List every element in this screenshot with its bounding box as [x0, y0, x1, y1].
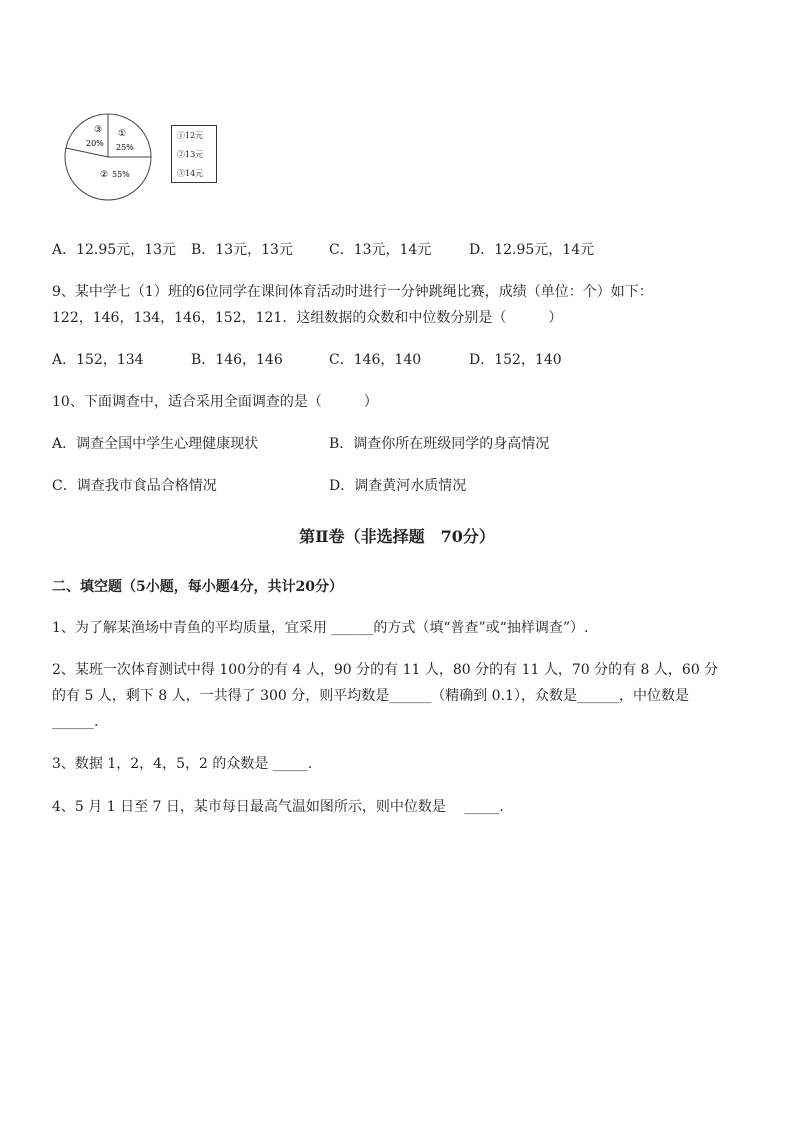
- q9-stem-line1: 9、某中学七（1）班的6位同学在课间体育活动时进行一分钟跳绳比赛，成绩（单位：个）如下：: [52, 284, 653, 300]
- q9-option-a: A．152，134: [52, 352, 144, 368]
- q10-option-a: A．调查全国中学生心理健康现状: [52, 436, 259, 452]
- q8-option-a: A．12.95元，13元: [52, 242, 177, 258]
- q9-option-c: C．146，140: [329, 352, 422, 368]
- pie-legend: [171, 125, 217, 183]
- q8-option-d: D．12.95元，14元: [469, 242, 595, 258]
- q10-option-d: D．调查黄河水质情况: [329, 478, 467, 494]
- pie-chart: [60, 112, 160, 204]
- q10-option-c: C．调查我市食品合格情况: [52, 478, 217, 494]
- legend-item: ①12元: [177, 131, 204, 140]
- part2-title: 第Ⅱ卷（非选择题 70分）: [299, 527, 495, 546]
- fill-q2-line1: 2、某班一次体育测试中得 100分的有 4 人，90 分的有 11 人，80 分的有 11 人，70 分的有 8 人，60 分: [52, 662, 719, 678]
- fill-q3: 3、数据 1，2，4，5，2 的众数是 _____.: [52, 756, 313, 772]
- legend-item: ③14元: [177, 169, 204, 178]
- q8-option-b: B．13元，13元: [191, 242, 293, 258]
- fill-q4: 4、5 月 1 日至 7 日，某市每日最高气温如图所示，则中位数是 _____.: [52, 799, 504, 815]
- q9-option-b: B．146，146: [191, 352, 283, 368]
- fill-q1: 1、为了解某渔场中青鱼的平均质量，宜采用 ______的方式（填“普查”或“抽样调查”）.: [52, 620, 589, 636]
- fill-q2-line2: 的有 5 人，剩下 8 人，一共得了 300 分，则平均数是______（精确到 0.1），众数是______，中位数是: [52, 688, 689, 704]
- pie-label-2: ②: [100, 170, 109, 180]
- pie-value-2: 55%: [112, 170, 130, 179]
- q8-option-c: C．13元，14元: [329, 242, 432, 258]
- legend-item: ②13元: [177, 150, 204, 159]
- pie-value-3: 20%: [86, 139, 104, 148]
- pie-value-1: 25%: [116, 143, 134, 152]
- q10-option-b: B．调查你所在班级同学的身高情况: [329, 436, 550, 452]
- pie-label-1: ①: [118, 129, 127, 139]
- q9-option-d: D．152，140: [469, 352, 562, 368]
- q9-stem-line2: 122，146，134，146，152，121．这组数据的众数和中位数分别是（ ）: [52, 310, 563, 326]
- q10-stem: 10、下面调查中，适合采用全面调查的是（ ）: [52, 394, 378, 410]
- section2-heading: 二、填空题（5小题，每小题4分，共计20分）: [52, 579, 343, 595]
- fill-q2-line3: ______.: [52, 714, 99, 730]
- pie-label-3: ③: [94, 125, 103, 135]
